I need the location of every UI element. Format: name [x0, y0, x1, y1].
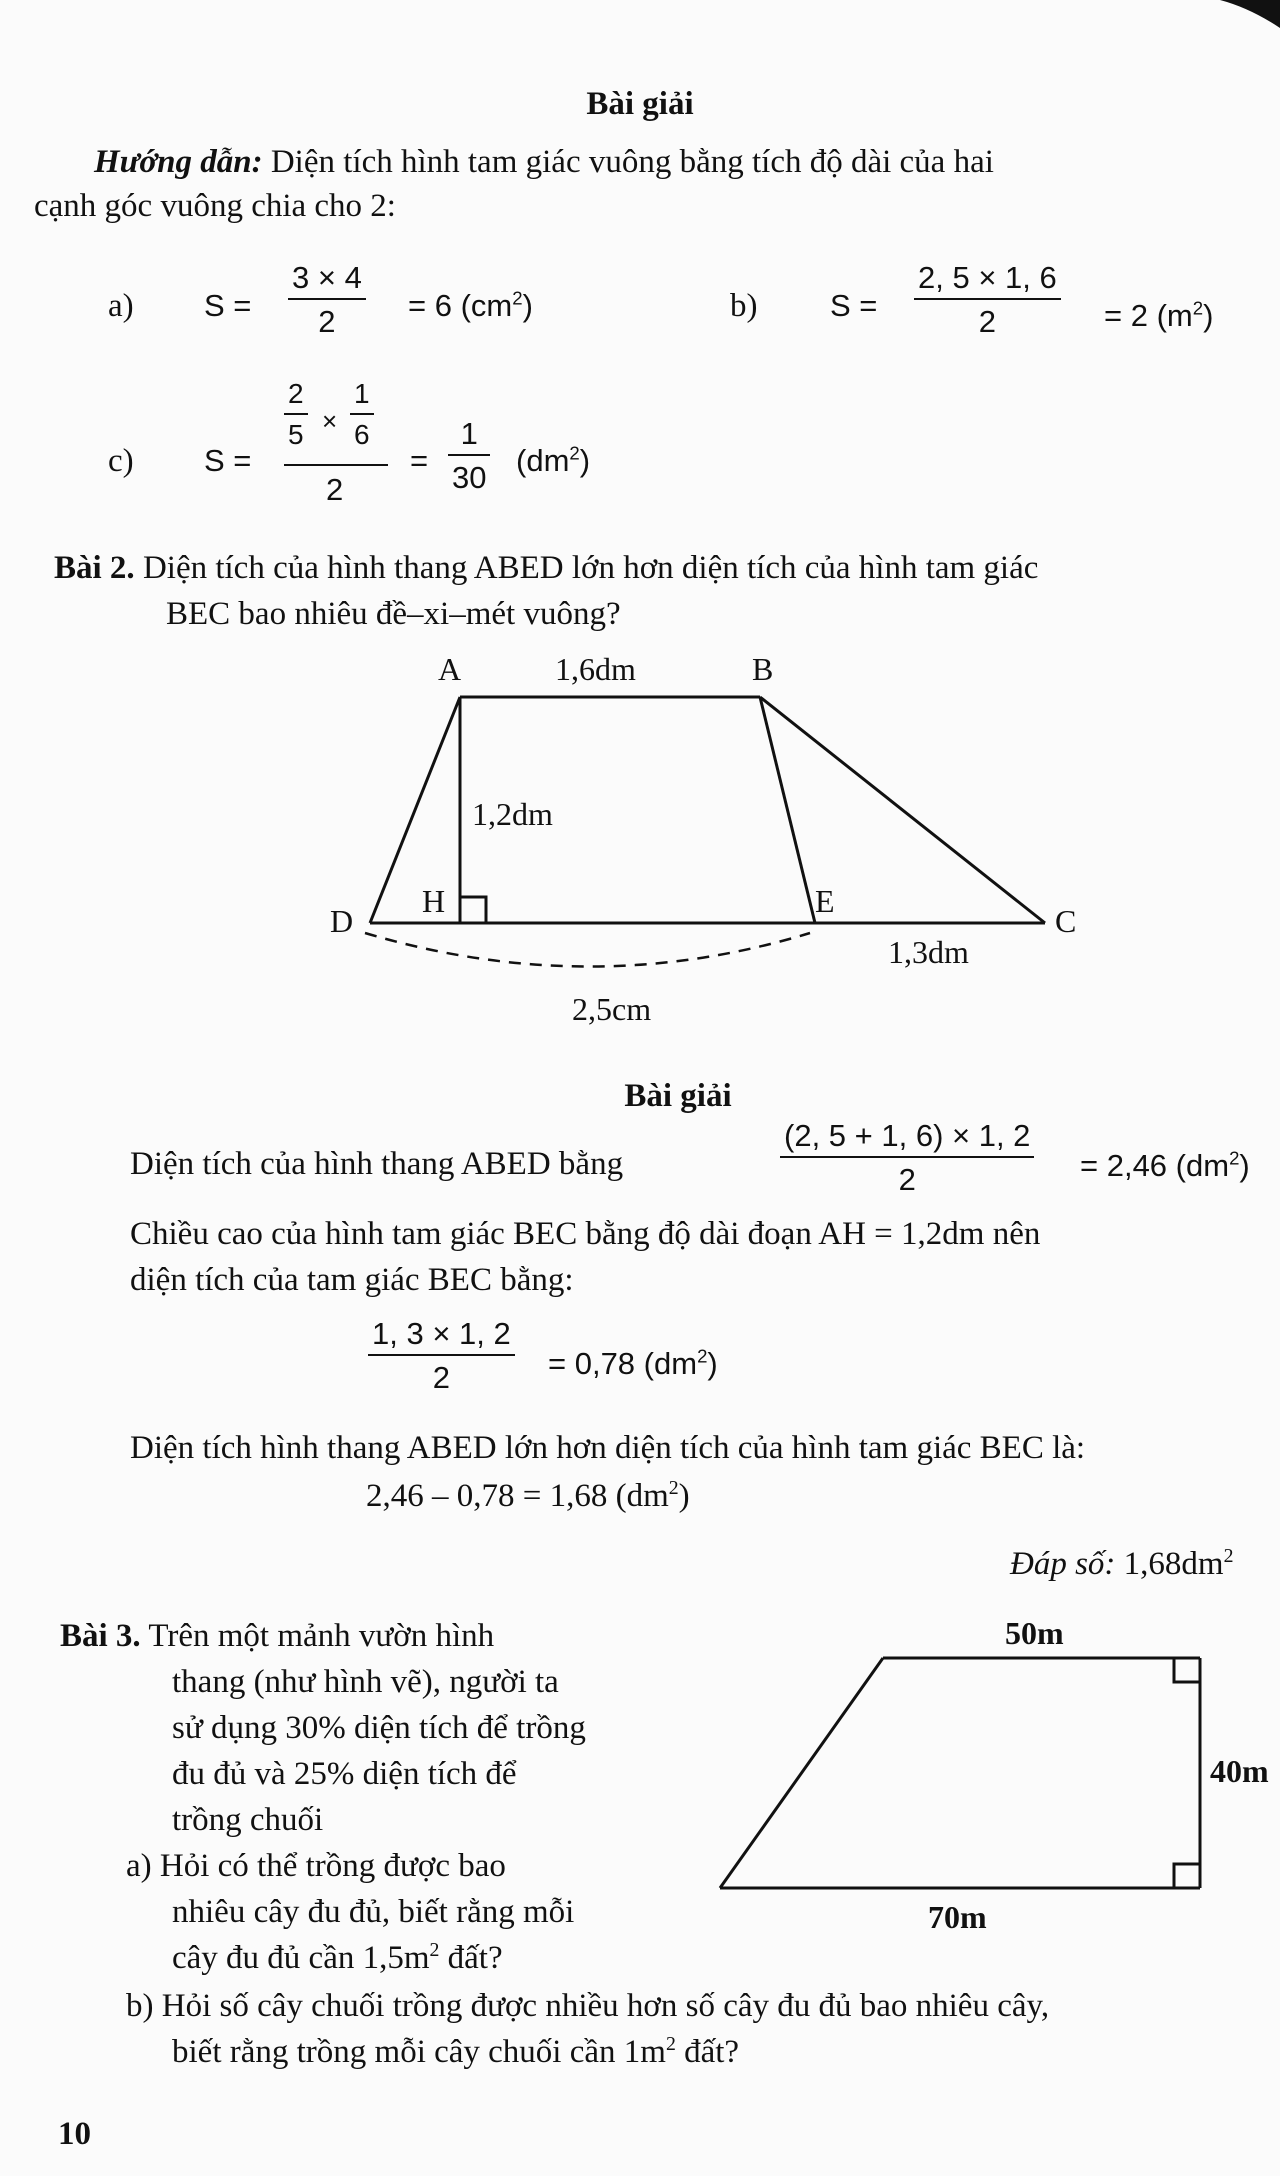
part-a-denominator: 2	[318, 304, 336, 339]
part-c-times: ×	[322, 406, 338, 436]
bai3-p2: thang (như hình vẽ), người ta	[172, 1664, 559, 1700]
answer-exponent: 2	[1223, 1545, 1234, 1567]
part-a-close: )	[522, 288, 533, 323]
bai3-line-1	[60, 1620, 494, 1653]
bai3-a3-text: cây đu đủ cần 1,5m	[172, 1940, 430, 1976]
bai2-triangle-denominator: 2	[432, 1360, 450, 1395]
right-angle-h	[460, 897, 486, 923]
page-number: 10	[58, 2116, 91, 2152]
part-b-numerator: 2, 5 × 1, 6	[914, 262, 1061, 300]
part-b-fraction	[914, 262, 1061, 337]
part-c-d2: 6	[354, 419, 370, 450]
part-c-result-numerator: 1	[448, 418, 490, 456]
edge-bc	[760, 697, 1045, 923]
part-c-close: )	[579, 443, 591, 478]
label-h: H	[422, 883, 446, 919]
part-a-lhs: S =	[204, 288, 252, 323]
part-c-result-denominator: 30	[452, 460, 487, 495]
bai2-trapezoid-result	[1080, 1147, 1250, 1183]
garden-trapezoid-figure	[700, 1610, 1280, 1940]
garden-label-bottom: 70m	[928, 1899, 987, 1935]
part-a-result-text: = 6 (cm	[408, 288, 513, 323]
garden-label-right: 40m	[1210, 1753, 1269, 1789]
bai2-triangle-numerator: 1, 3 × 1, 2	[368, 1318, 515, 1356]
garden-right-angle-bottom	[1174, 1864, 1200, 1888]
bai3-b2-end: đất?	[675, 2034, 740, 2070]
label-a: A	[438, 651, 462, 687]
part-b-close: )	[1203, 298, 1214, 333]
part-c-denominator: 2	[326, 472, 344, 507]
guide-line-2: cạnh góc vuông chia cho 2:	[34, 188, 396, 224]
part-c-eq: =	[410, 443, 429, 478]
label-b: B	[752, 651, 774, 687]
bai3-label: Bài 3.	[60, 1618, 141, 1654]
part-b-exponent: 2	[1192, 297, 1204, 319]
part-c-n2: 1	[350, 380, 374, 415]
part-c-unit-text: (dm	[516, 443, 570, 478]
garden-slant-edge	[720, 1658, 883, 1888]
edge-be	[760, 697, 815, 923]
part-c-exponent: 2	[569, 442, 580, 464]
bai2-label: Bài 2.	[54, 550, 135, 586]
bai3-p4: đu đủ và 25% diện tích để	[172, 1756, 517, 1792]
dashed-arc-de	[365, 933, 810, 967]
bai2-solution-line-2: Chiều cao của hình tam giác BEC bằng độ dài đoạn AH = 1,2dm nên	[130, 1216, 1041, 1252]
bai2-triangle-fraction	[368, 1318, 515, 1393]
part-c-fraction-2	[350, 380, 374, 449]
part-b-label: b)	[730, 288, 758, 324]
bai3-a1: a) Hỏi có thể trồng được bao	[126, 1848, 506, 1884]
bai2-solution-line-5: Diện tích hình thang ABED lớn hơn diện tích của hình tam giác BEC là:	[130, 1430, 1086, 1466]
part-a-label: a)	[108, 288, 134, 324]
part-b-result	[1104, 297, 1214, 333]
bai3-b2-exponent: 2	[665, 2033, 676, 2055]
label-dc: 2,5cm	[572, 991, 652, 1027]
bai2-solution-line-3: diện tích của tam giác BEC bằng:	[130, 1262, 574, 1298]
part-b-denominator: 2	[978, 304, 996, 339]
bai2-line-1	[54, 552, 1038, 585]
part-c-unit	[516, 442, 591, 478]
bai3-a3-exponent: 2	[429, 1939, 440, 1961]
part-b-result-text: = 2 (m	[1104, 298, 1193, 333]
bai3-b2	[172, 2033, 740, 2070]
bai2-solution-line-6	[366, 1477, 690, 1514]
bai3-a3-end: đất?	[439, 1940, 503, 1976]
garden-label-top: 50m	[1005, 1615, 1064, 1651]
bai2-difference-close: )	[678, 1478, 690, 1514]
bai2-triangle-result	[548, 1345, 718, 1381]
bai2-trapezoid-close: )	[1239, 1148, 1250, 1183]
bai3-p5: trồng chuối	[172, 1802, 324, 1838]
answer-label: Đáp số:	[1010, 1546, 1116, 1582]
label-ec: 1,3dm	[888, 934, 969, 970]
solution-heading-2: Bài giải	[624, 1078, 732, 1114]
garden-right-angle-top	[1174, 1658, 1200, 1682]
part-c-d1: 5	[288, 419, 304, 450]
bai2-trapezoid-exponent: 2	[1229, 1147, 1240, 1169]
part-c-fraction-1	[284, 380, 308, 449]
bai2-solution-line-1: Diện tích của hình thang ABED bằng	[130, 1146, 624, 1182]
bai2-triangle-result-text: = 0,78 (dm	[548, 1346, 698, 1381]
bai2-answer	[1010, 1545, 1234, 1582]
solution-heading-1: Bài giải	[586, 86, 694, 122]
edge-ad	[370, 697, 460, 923]
bai3-p1: Trên một mảnh vườn hình	[148, 1618, 495, 1654]
trapezoid-abed-figure	[310, 640, 1110, 1040]
part-a-exponent: 2	[512, 287, 523, 309]
bai2-triangle-exponent: 2	[697, 1345, 708, 1367]
part-c-n1: 2	[284, 380, 308, 415]
bai3-p3: sử dụng 30% diện tích để trồng	[172, 1710, 586, 1746]
guide-line-1	[94, 146, 994, 179]
bai3-b1: b) Hỏi số cây chuối trồng được nhiều hơn số cây đu đủ bao nhiêu cây,	[126, 1988, 1050, 2024]
part-b-lhs: S =	[830, 288, 878, 323]
part-c-label: c)	[108, 443, 134, 479]
bai2-text-2: BEC bao nhiêu đề–xi–mét vuông?	[166, 596, 621, 632]
page-corner-shadow	[1200, 0, 1280, 40]
guide-label: Hướng dẫn:	[94, 144, 263, 180]
bai2-trapezoid-numerator: (2, 5 + 1, 6) × 1, 2	[780, 1120, 1034, 1158]
bai2-trapezoid-fraction	[780, 1120, 1034, 1195]
bai2-difference-text: 2,46 – 0,78 = 1,68 (dm	[366, 1478, 669, 1514]
bai2-text-1: Diện tích của hình thang ABED lớn hơn diện tích của hình tam giác	[142, 550, 1039, 586]
label-d: D	[330, 903, 354, 939]
label-e: E	[815, 883, 835, 919]
bai2-triangle-close: )	[707, 1346, 718, 1381]
part-c-lhs: S =	[204, 443, 252, 478]
label-c: C	[1055, 903, 1077, 939]
guide-text-1: Diện tích hình tam giác vuông bằng tích độ dài của hai	[270, 144, 994, 180]
bai3-a2: nhiêu cây đu đủ, biết rằng mỗi	[172, 1894, 575, 1930]
part-c-main-bar	[284, 464, 388, 466]
part-c-result-fraction	[448, 418, 490, 493]
bai3-a3	[172, 1939, 503, 1976]
part-a-fraction	[288, 262, 366, 337]
part-a-result	[408, 287, 533, 323]
part-c-compound-fraction	[284, 380, 404, 516]
label-ah: 1,2dm	[472, 796, 553, 832]
bai2-trapezoid-result-text: = 2,46 (dm	[1080, 1148, 1230, 1183]
bai2-trapezoid-denominator: 2	[898, 1162, 916, 1197]
bai2-difference-exponent: 2	[668, 1477, 679, 1499]
answer-value: 1,68dm	[1123, 1546, 1224, 1582]
bai3-b2-text: biết rằng trồng mỗi cây chuối cần 1m	[172, 2034, 666, 2070]
part-a-numerator: 3 × 4	[288, 262, 366, 300]
label-ab: 1,6dm	[555, 651, 636, 687]
